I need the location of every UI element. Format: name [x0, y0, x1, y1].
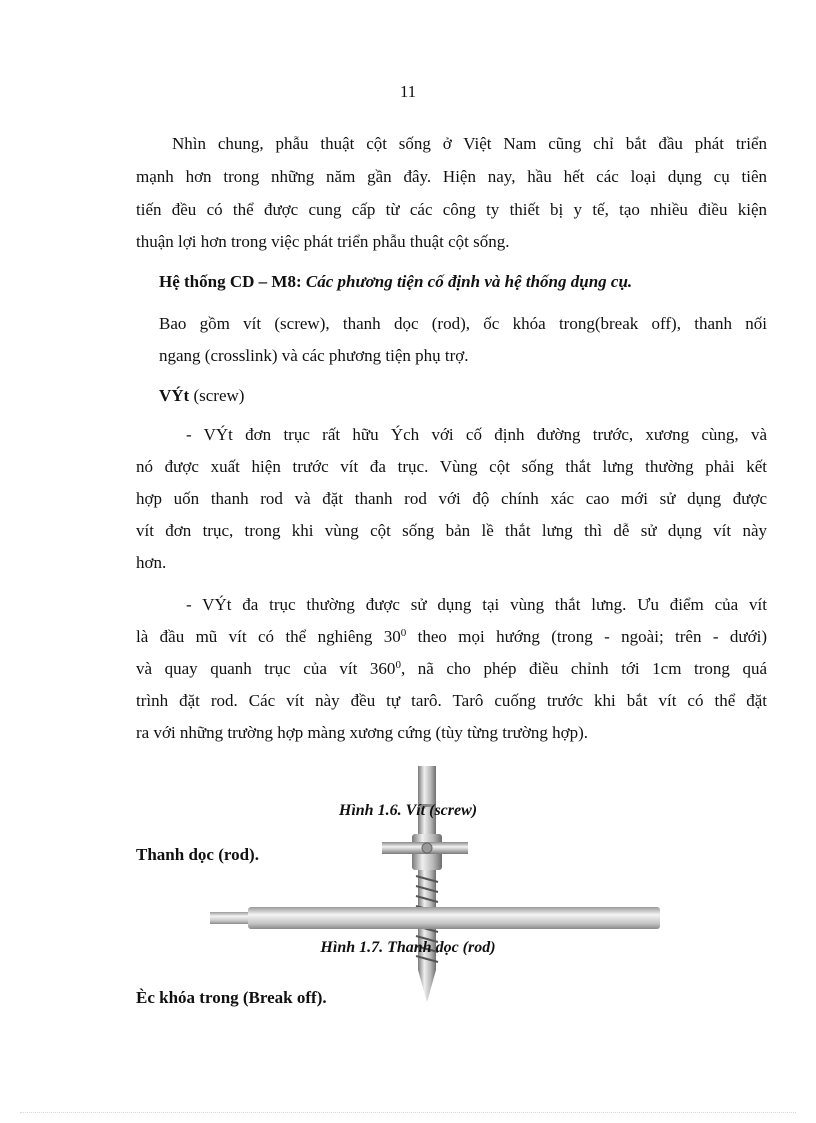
paragraph-line: - VÝt đa trục thường được sử dụng tại vùng thắt lưng. Ưu điểm của vít [186, 595, 767, 614]
rod-image [210, 902, 660, 934]
paragraph-line: ngang (crosslink) và các phương tiện phụ trợ. [159, 346, 469, 365]
text-run: là đầu mũ vít có thể nghiêng 30 [136, 627, 401, 646]
screw-heading [159, 385, 244, 407]
driver-shaft [418, 766, 436, 836]
paragraph-line: nó được xuất hiện trước vít đa trục. Vùng cột sống thắt lưng thường phải kết [136, 457, 767, 476]
set-screw [422, 843, 432, 853]
paragraph-line: thuận lợi hơn trong việc phát triển phẫu thuật cột sống. [136, 232, 510, 251]
paragraph-line: tiến đều có thể được cung cấp từ các công ty thiết bị y tế, tạo nhiều điều kiện [136, 200, 767, 219]
paragraph-line: - VÝt đơn trục rất hữu Ých với cố định đường trước, xương cùng, và [186, 425, 767, 444]
rod-heading: Thanh dọc (rod). [136, 845, 259, 864]
paragraph-line [136, 658, 767, 680]
degree-superscript: 0 [400, 627, 407, 639]
rod-body [248, 907, 660, 929]
paragraph-line [136, 626, 767, 648]
system-title: Các phương tiện cố định và hệ thống dụng cụ. [305, 272, 633, 291]
paragraph-line: Bao gồm vít (screw), thanh dọc (rod), ốc khóa trong(break off), thanh nối [159, 314, 767, 333]
footer-divider [20, 1112, 796, 1113]
paragraph-line: hợp uốn thanh rod và đặt thanh rod với độ chính xác cao mới sử dụng được [136, 489, 767, 508]
figure-caption-screw: Hình 1.6. Vít (screw) [338, 802, 478, 819]
text-run: theo mọi hướng (trong - ngoài; trên - dưới) [406, 627, 767, 646]
paragraph-line: trình đặt rod. Các vít này đều tự tarô. Tarô cuống trước khi bắt vít có thể đặt [136, 691, 767, 710]
screw-heading-rest: (screw) [189, 386, 245, 405]
text-run: , nã cho phép điều chỉnh tới 1cm trong quá [400, 659, 767, 678]
text-run: và quay quanh trục của vít 360 [136, 659, 396, 678]
system-heading [159, 271, 632, 293]
paragraph-line: hơn. [136, 553, 167, 572]
page-number: 11 [399, 82, 417, 101]
paragraph-line: vít đơn trục, trong khi vùng cột sống bản lề thắt lưng thì dễ sử dụng vít này [136, 521, 767, 540]
screw-tip [418, 970, 436, 1002]
screw-heading-bold: VÝt [159, 386, 190, 405]
paragraph-line: ra với những trường hợp màng xương cứng (tùy từng trường hợp). [136, 723, 589, 742]
breakoff-heading: Èc khóa trong (Break off). [136, 988, 327, 1007]
system-label: Hệ thống CD – M8: [159, 272, 302, 291]
figure-caption-rod: Hình 1.7. Thanh dọc (rod) [320, 939, 496, 956]
paragraph-line: Nhìn chung, phẫu thuật cột sống ở Việt Nam cũng chỉ bắt đầu phát triển [172, 134, 767, 153]
rod-end [210, 912, 250, 924]
paragraph-line: mạnh hơn trong những năm gần đây. Hiện nay, hầu hết các loại dụng cụ tiên [136, 167, 767, 186]
degree-superscript: 0 [395, 659, 401, 671]
